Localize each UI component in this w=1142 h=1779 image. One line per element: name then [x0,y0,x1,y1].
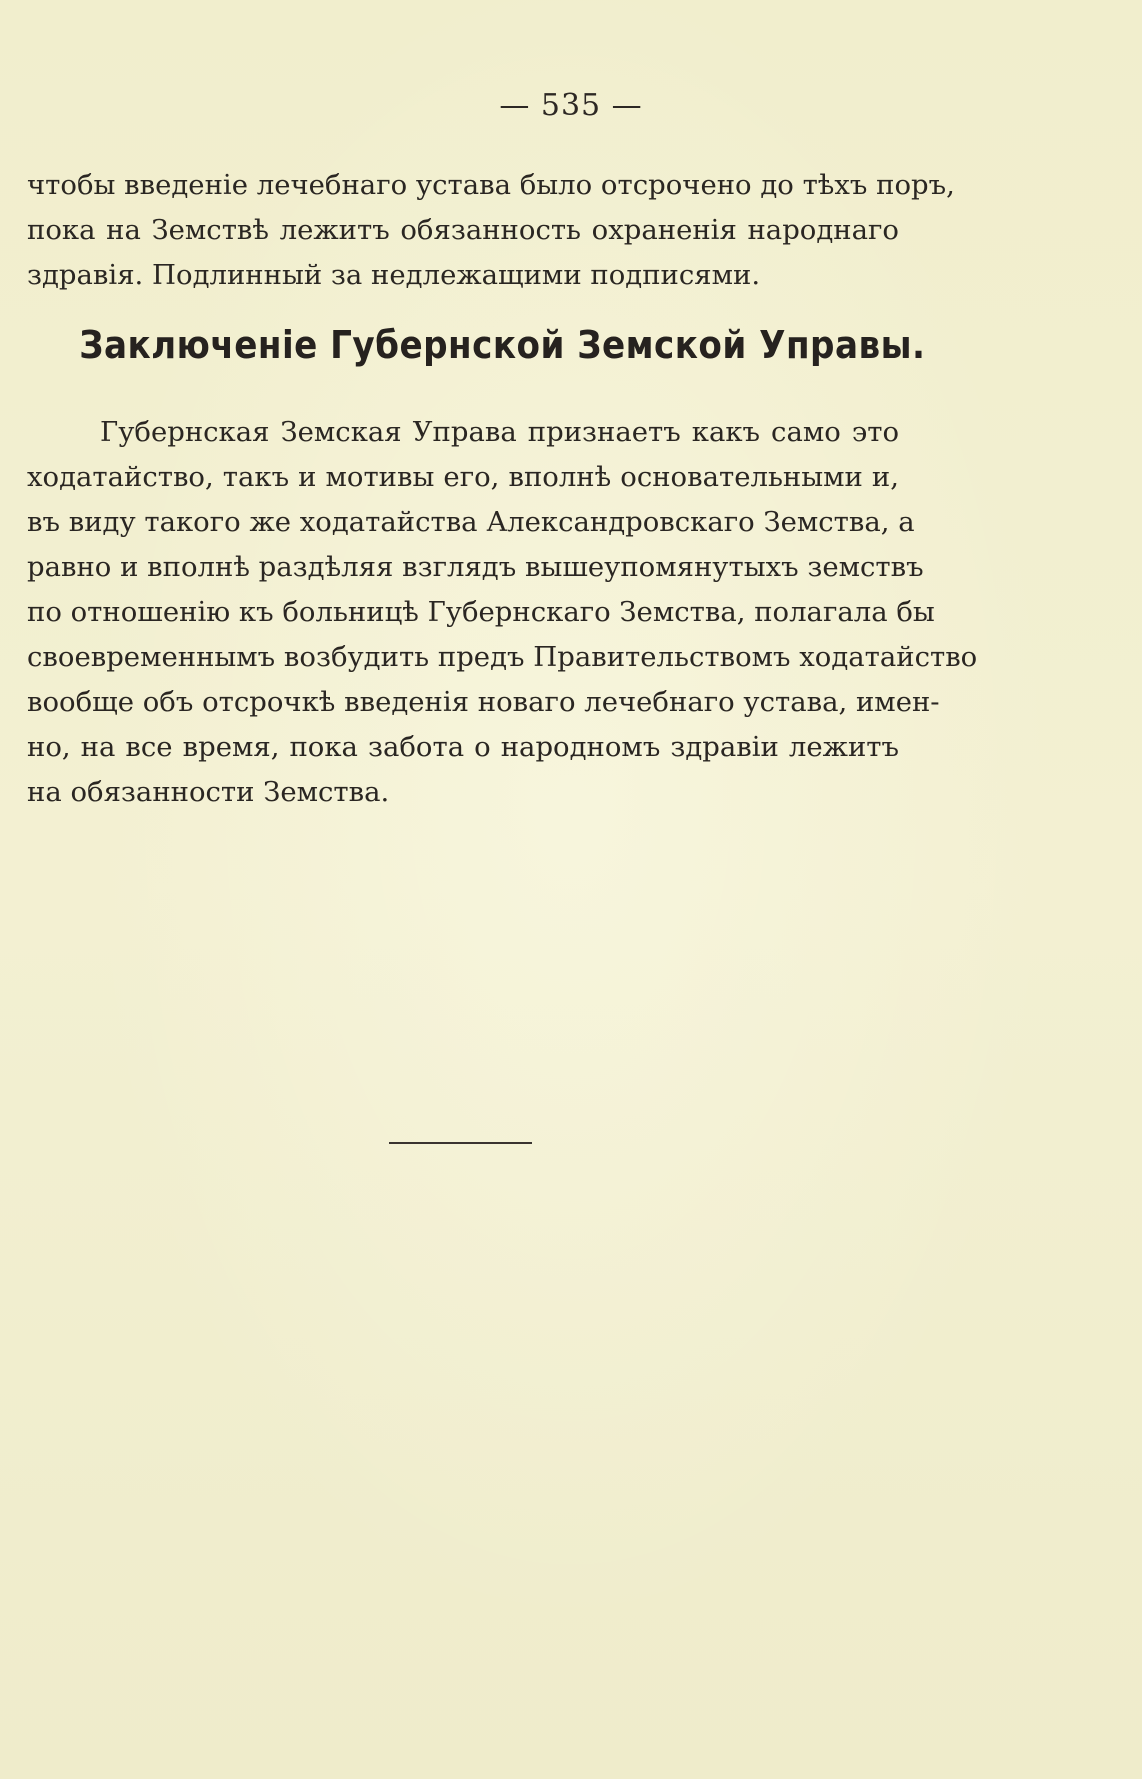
text-line: здравія. Подлинный за недлежащими подписями. [27,259,761,291]
text-line: на обязанности Земства. [27,776,390,808]
page-number: — 535 — [499,88,643,123]
text-line: чтобы введеніе лечебнаго устава было отсрочено до тѣхъ поръ, [27,169,955,201]
section-heading: Заключеніе Губернской Земской Управы. [79,323,926,367]
text-line: своевременнымъ возбудить предъ Правительствомъ ходатайство [27,641,978,673]
text-line: по отношенію къ больницѣ Губернскаго Земства, полагала бы [27,596,935,628]
text-line: въ виду такого же ходатайства Александровскаго Земства, а [27,506,915,538]
text-line: ходатайство, такъ и мотивы его, вполнѣ основательными и, [27,461,899,493]
text-line: но, на все время, пока забота о народномъ здравіи лежитъ [27,731,899,763]
text-line: пока на Земствѣ лежитъ обязанность охраненія народнаго [27,214,899,246]
text-line: равно и вполнѣ раздѣляя взглядъ вышеупомянутыхъ земствъ [27,551,924,583]
body-paragraph [27,410,978,815]
text-line: вообще объ отсрочкѣ введенія новаго лечебнаго устава, имен- [27,686,940,718]
text-line: Губернская Земская Управа признаетъ какъ само это [100,416,899,448]
closing-rule [389,1142,532,1144]
intro-paragraph [27,163,955,298]
